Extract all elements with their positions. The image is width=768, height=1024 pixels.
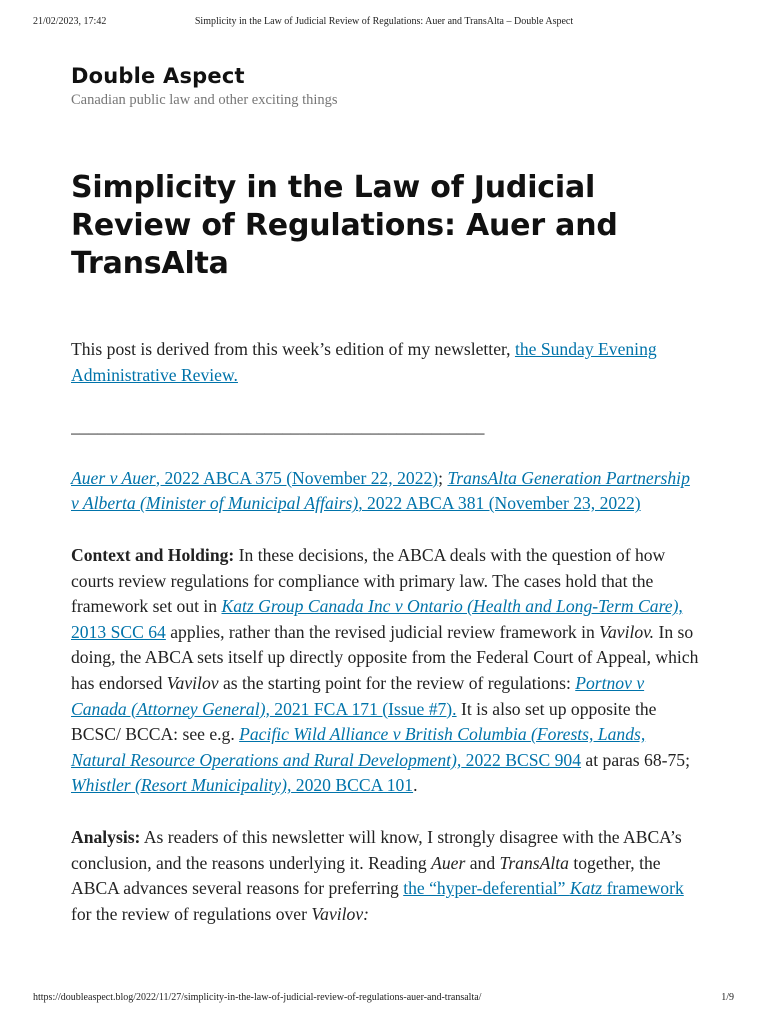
context-text-6: at paras 68-75;: [581, 749, 690, 770]
context-text-7: .: [413, 775, 418, 796]
intro-text: This post is derived from this week’s edition of my newsletter,: [71, 339, 515, 359]
transalta-case-cite: , 2022 ABCA 381 (November 23, 2022): [358, 493, 641, 514]
print-header: [0, 16, 768, 30]
hyper-deferential-link-text-b: framework: [602, 878, 684, 899]
katz-case-name: Katz Group Canada Inc v Ontario (Health and Long-Term Care),: [221, 596, 683, 617]
auer-case-link[interactable]: [71, 468, 438, 488]
analysis-label: Analysis:: [71, 826, 141, 847]
context-label: Context and Holding:: [71, 544, 235, 565]
whistler-case-cite: 2020 BCCA 101: [291, 775, 414, 796]
hyper-deferential-link-text-a: the “hyper-deferential”: [403, 878, 570, 899]
auer-case-cite: , 2022 ABCA 375 (November 22, 2022): [155, 467, 439, 488]
cases-separator: ;: [438, 467, 448, 488]
analysis-text-4: for the review of regulations over: [71, 903, 312, 924]
analysis-text-2: and: [465, 852, 500, 873]
whistler-case-link[interactable]: [71, 775, 413, 795]
pacific-case-name: Pacific Wild Alliance v British Columbia (Forests, Lands, Natural Resource Operations and Rural Development),: [71, 724, 646, 770]
pacific-case-cite: 2022 BCSC 904: [461, 749, 582, 770]
context-text-1: In these decisions, the ABCA deals with the question of how courts review regulations for compliance with primary law. The cases hold that the framework set out in: [71, 544, 666, 617]
print-page-title: Simplicity in the Law of Judicial Review of Regulations: Auer and TransAlta – Double Aspect: [194, 16, 574, 27]
vavilov-ref-1: Vavilov.: [599, 621, 655, 642]
portnov-case-cite: 2021 FCA 171 (Issue #7).: [269, 698, 457, 719]
hyper-deferential-link-katz: Katz: [569, 878, 603, 899]
divider: _______________________________________________: [71, 416, 485, 437]
analysis-text-3: together, the ABCA advances several reasons for preferring: [71, 852, 661, 899]
print-footer: [0, 992, 768, 1006]
site-description: Canadian public law and other exciting things: [71, 92, 338, 108]
hyper-deferential-link[interactable]: [403, 878, 684, 898]
transalta-ref: TransAlta: [499, 852, 569, 873]
whistler-case-name: Whistler (Resort Municipality),: [71, 775, 292, 796]
intro-paragraph: [71, 337, 701, 388]
analysis-paragraph: [71, 825, 701, 927]
site-title[interactable]: Double Aspect: [71, 64, 245, 88]
print-url: https://doubleaspect.blog/2022/11/27/simplicity-in-the-law-of-judicial-review-of-regulations-auer-and-transalta/: [33, 992, 482, 1003]
cases-paragraph: [71, 466, 701, 517]
auer-case-name: Auer v Auer: [71, 467, 156, 488]
portnov-case-name: Portnov v Canada (Attorney General),: [71, 672, 645, 719]
analysis-text-1: As readers of this newsletter will know, I strongly disagree with the ABCA’s conclusion, and the reasons underlying it. Reading: [71, 826, 682, 873]
context-paragraph: [71, 543, 701, 799]
context-text-3: In so doing, the ABCA sets itself up directly opposite from the Federal Court of Appeal, which has endorsed: [71, 621, 699, 693]
newsletter-link[interactable]: the Sunday Evening Administrative Review.: [71, 339, 657, 385]
transalta-case-name: TransAlta Generation Partnership v Alberta (Minister of Municipal Affairs): [71, 467, 690, 514]
print-datetime: 21/02/2023, 17:42: [33, 16, 107, 27]
print-page-number: 1/9: [721, 992, 734, 1003]
context-text-2: applies, rather than the revised judicial review framework in: [165, 621, 600, 642]
post-title: Simplicity in the Law of Judicial Review of Regulations: Auer and TransAlta: [71, 170, 618, 281]
page-content: [71, 64, 701, 953]
context-text-5: It is also set up opposite the BCSC/ BCCA: see e.g.: [71, 698, 657, 745]
context-text-4: as the starting point for the review of regulations:: [218, 672, 576, 693]
auer-ref: Auer: [431, 852, 466, 873]
post-body: [71, 337, 701, 927]
vavilov-ref-2: Vavilov: [166, 672, 219, 693]
katz-case-cite: 2013 SCC 64: [71, 621, 166, 642]
vavilov-ref-3: Vavilov:: [311, 903, 370, 924]
